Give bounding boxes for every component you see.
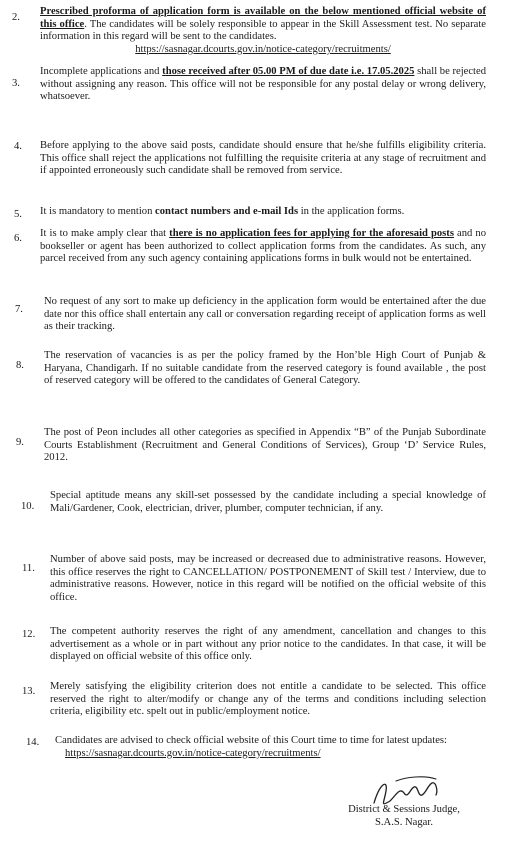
emphasized-text: Prescribed proforma of application form is available on the below mentioned official website of this office: [40, 6, 486, 30]
clause-text: [44, 350, 486, 388]
clause-text-run: shall be rejected without assigning any reason. This office will not be responsible for any postal delay or wrong delivery, whatsoever.: [40, 66, 486, 103]
clause-number: 3.: [12, 78, 20, 89]
emphasized-text: there is no application fees for applying for the aforesaid posts: [169, 228, 454, 239]
clause-text: [50, 554, 486, 604]
clause-text-run: It is to make amply clear that: [40, 228, 170, 239]
clause-text: [50, 490, 486, 515]
clause-text: [40, 140, 486, 178]
clause-text: [55, 735, 486, 760]
clause-text: [40, 206, 486, 219]
clause-number: 11.: [22, 563, 35, 574]
clause-text-run: It is mandatory to mention: [40, 206, 156, 217]
clause-text: [50, 626, 486, 664]
clause-text: [44, 296, 486, 334]
clause-text-run: Special aptitude means any skill-set possessed by the candidate including a special knowledge of Mali/Gardener, Cook, electrician, driver, plumber, computer technician, if any.: [50, 490, 486, 514]
signatory-designation: District & Sessions Judge,: [348, 804, 460, 815]
clause-text: [40, 228, 486, 266]
clause-text-run: Number of above said posts, may be increased or decreased due to administrative reasons. However, this office reserves the right to CANCELLATION/ POSTPONEMENT of Skill test / Interview, due to administrative reasons. However, notice in this regard will be notified on the official website of this office.: [50, 554, 486, 603]
clause-number: 5.: [14, 209, 22, 220]
clause-text-run: Before applying to the above said posts, candidate should ensure that he/she fulfills eligibility criteria. This office shall reject the applications not fulfilling the requisite criteria at any stage of recruitment and if appointed erroneously such candidate shall be removed from service.: [40, 140, 486, 177]
clause-number: 9.: [16, 437, 24, 448]
clause-text-run: Incomplete applications and: [40, 66, 163, 77]
clause-number: 12.: [22, 629, 36, 640]
clause-number: 8.: [16, 360, 24, 371]
signatory-location: S.A.S. Nagar.: [375, 816, 433, 828]
clause-number: 2.: [12, 12, 20, 23]
emphasized-text: those received after 05.00 PM of due date i.e. 17.05.2025: [162, 66, 415, 77]
clause-number: 13.: [22, 686, 36, 697]
clause-text-run: and no bookseller or agent has been authorized to collect application forms from the candidates. As such, any parcel received from any such agency containing applications forms in bulk would not be entertained.: [40, 228, 487, 265]
clause-text-run: Candidates are advised to check official website of this Court time to time for latest updates:: [55, 735, 447, 746]
clause-text-run: The post of Peon includes all other categories as specified in Appendix “B” of the Punjab Subordinate Courts Establishment (Recruitment and General Conditions of Services), Group ‘D’ Service Rules, 2012.: [44, 427, 486, 464]
clause-text-run: The reservation of vacancies is as per the policy framed by the Hon’ble High Court of Punjab & Haryana, Chandigarh. If no suitable candidate from the reserved category is found available , the post of reserved category will be offered to the candidates of General Category.: [44, 350, 486, 387]
signature-block: [334, 804, 474, 829]
clause-text-run: No request of any sort to make up deficiency in the application form would be entertained after the due date nor this office shall entertain any call or conversation regarding receipt of application forms as well as their tracking.: [44, 296, 486, 333]
clause-text: [50, 681, 486, 719]
clause-number: 4.: [14, 141, 22, 152]
recruitment-link[interactable]: https://sasnagar.dcourts.gov.in/notice-category/recruitments/: [65, 747, 321, 759]
clause-number: 6.: [14, 233, 22, 244]
clause-text-run: The competent authority reserves the right of any amendment, cancellation and changes to this advertisement as a whole or in part without any prior notice to the candidates. In that case, it will be displayed on official website of this office only.: [50, 626, 486, 663]
recruitment-link[interactable]: https://sasnagar.dcourts.gov.in/notice-category/recruitments/: [135, 43, 391, 55]
clause-text-run: . The candidates will be solely responsible to appear in the Skill Assessment test. No separate information in this regard will be sent to the candidates.: [40, 18, 486, 43]
clause-text: [40, 6, 486, 56]
clause-text-run: in the application forms.: [298, 206, 405, 217]
clause-text-run: Merely satisfying the eligibility criterion does not entitle a candidate to be selected. This office reserved the right to alter/modify or change any of the terms and conditions including selection criteria, eligibility etc. spelt out in public/employment notice.: [50, 681, 486, 718]
clause-number: 10.: [21, 501, 35, 512]
clause-number: 7.: [15, 304, 23, 315]
clause-number: 14.: [26, 737, 40, 748]
emphasized-text: contact numbers and e-mail Ids: [155, 206, 299, 217]
clause-text: [44, 427, 486, 465]
clause-text: [40, 66, 486, 104]
